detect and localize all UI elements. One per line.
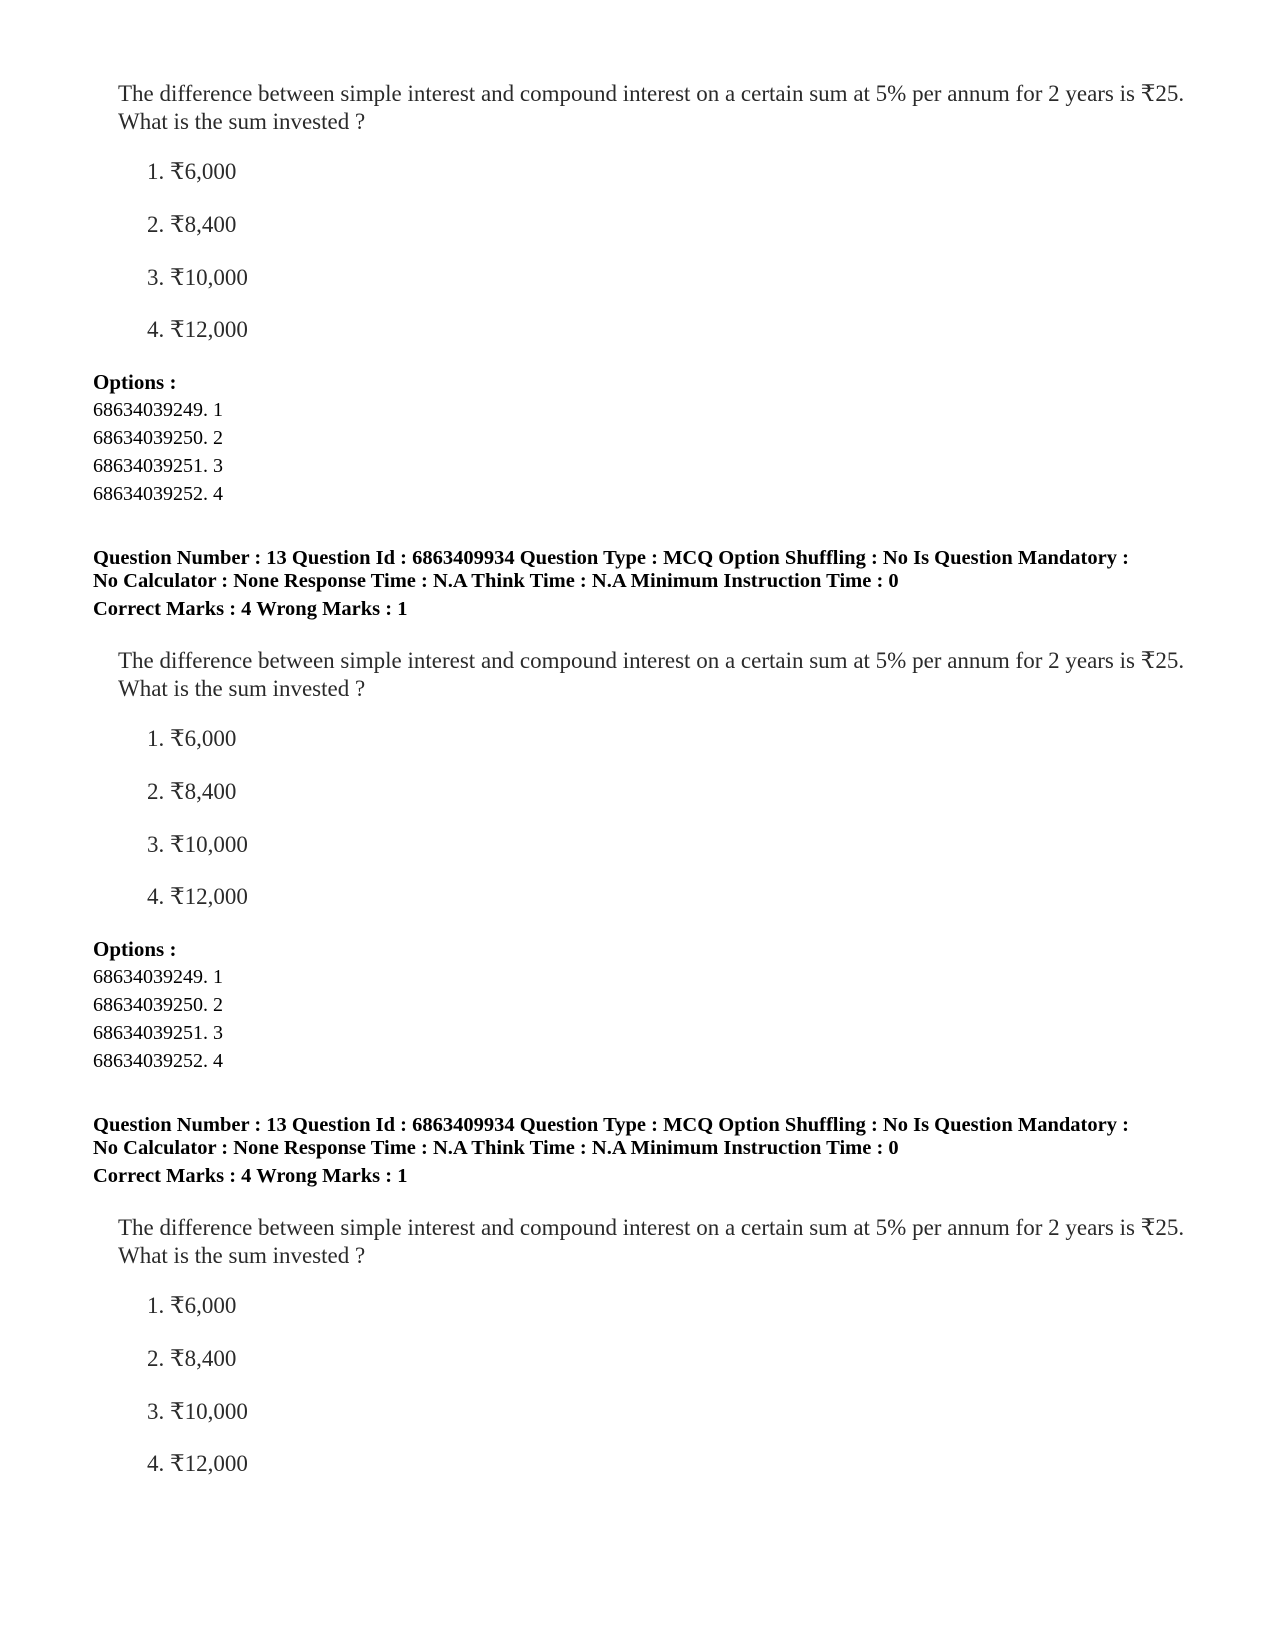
question-text: The difference between simple interest and compound interest on a certain sum at 5% per annum for 2 years is ₹25. What is the sum invested ?: [118, 648, 1185, 701]
question-text: The difference between simple interest and compound interest on a certain sum at 5% per annum for 2 years is ₹25. What is the sum invested ?: [118, 81, 1185, 134]
option-id-4: 68634039252. 4: [93, 1050, 223, 1072]
choice-1: 1. ₹6,000: [147, 159, 237, 184]
choice-3: 3. ₹10,000: [147, 265, 248, 290]
question-marks-line: Correct Marks : 4 Wrong Marks : 1: [93, 1165, 408, 1187]
choice-2: 2. ₹8,400: [147, 1346, 237, 1371]
options-heading: Options :: [93, 937, 177, 961]
question-text: The difference between simple interest and compound interest on a certain sum at 5% per annum for 2 years is ₹25. What is the sum invested ?: [118, 1215, 1185, 1268]
option-id-1: 68634039249. 1: [93, 399, 223, 421]
option-id-4: 68634039252. 4: [93, 483, 223, 505]
question-meta-line-1: Question Number : 13 Question Id : 6863409934 Question Type : MCQ Option Shuffling : No Is Question Mandatory :: [93, 1114, 1129, 1136]
question-marks-line: Correct Marks : 4 Wrong Marks : 1: [93, 598, 408, 620]
choice-2: 2. ₹8,400: [147, 779, 237, 804]
option-id-2: 68634039250. 2: [93, 994, 223, 1016]
choice-3: 3. ₹10,000: [147, 832, 248, 857]
question-meta-line-2: No Calculator : None Response Time : N.A Think Time : N.A Minimum Instruction Time : 0: [93, 570, 899, 592]
choice-4: 4. ₹12,000: [147, 884, 248, 909]
option-id-3: 68634039251. 3: [93, 1022, 223, 1044]
choice-1: 1. ₹6,000: [147, 1293, 237, 1318]
option-id-2: 68634039250. 2: [93, 427, 223, 449]
choice-2: 2. ₹8,400: [147, 212, 237, 237]
choice-1: 1. ₹6,000: [147, 726, 237, 751]
option-id-1: 68634039249. 1: [93, 966, 223, 988]
choice-3: 3. ₹10,000: [147, 1399, 248, 1424]
question-meta-line-2: No Calculator : None Response Time : N.A Think Time : N.A Minimum Instruction Time : 0: [93, 1137, 899, 1159]
question-meta-line-1: Question Number : 13 Question Id : 6863409934 Question Type : MCQ Option Shuffling : No Is Question Mandatory :: [93, 547, 1129, 569]
choice-4: 4. ₹12,000: [147, 1451, 248, 1476]
options-heading: Options :: [93, 370, 177, 394]
choice-4: 4. ₹12,000: [147, 317, 248, 342]
option-id-3: 68634039251. 3: [93, 455, 223, 477]
